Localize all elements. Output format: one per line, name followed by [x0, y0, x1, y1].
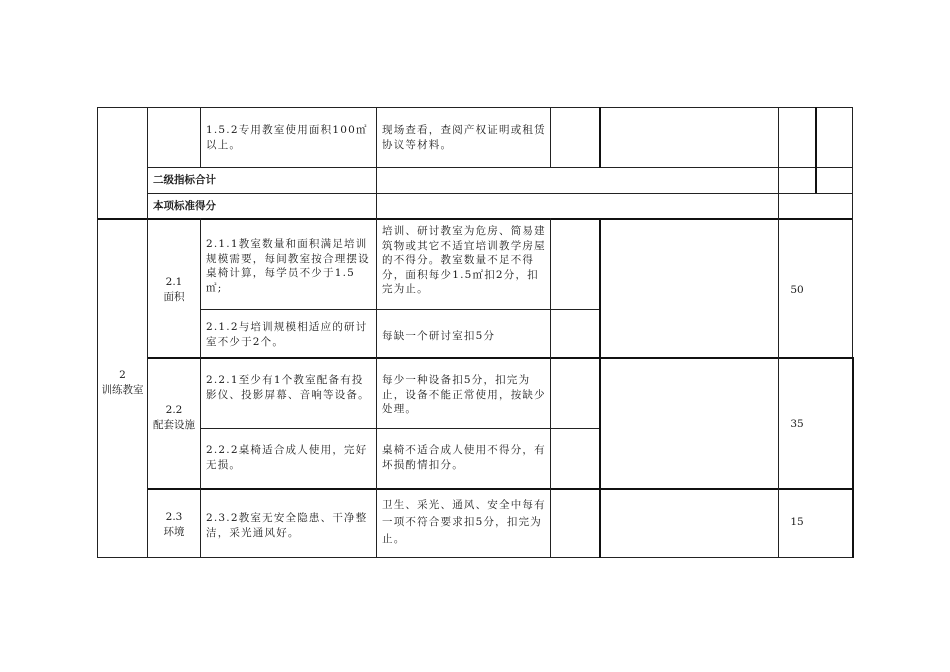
- score-2-2: 35: [790, 418, 804, 430]
- table-rule: [550, 107, 551, 168]
- table-rule: [147, 107, 148, 558]
- method-2-2-2: 桌椅不适合成人使用不得分，有坏损酌情扣分。: [382, 444, 546, 471]
- table-rule: [147, 167, 853, 168]
- table-rule: [97, 557, 853, 558]
- method-2-3-2: 卫生、采光、通风、安全中每有一项不符合要求扣5分，扣完为止。: [382, 499, 546, 545]
- table-rule: [147, 357, 853, 359]
- table-rule: [815, 107, 817, 193]
- criterion-2-1-2: 2.1.2与培训规模相适应的研讨室不少于2个。: [206, 321, 368, 348]
- table-rule: [97, 107, 853, 108]
- table-rule: [778, 218, 779, 558]
- table-rule: [778, 107, 779, 218]
- table-rule: [852, 488, 854, 558]
- table-rule: [97, 107, 98, 558]
- criterion-2-1-1: 2.1.1教室数量和面积满足培训规模需要，每间教室按合理摆设桌椅计算，每学员不少于1.5㎡;: [206, 238, 370, 294]
- subsection-2-1-label: 2.1 面积: [163, 276, 185, 303]
- method-2-1-2: 每缺一个研讨室扣5分: [382, 330, 496, 342]
- score-2-3: 15: [790, 516, 804, 528]
- table-rule: [200, 218, 201, 558]
- criterion-1-5-2: 1.5.2专用教室使用面积100㎡以上。: [206, 124, 368, 151]
- subsection-2-3-label: 2.3 环境: [163, 511, 185, 538]
- standard-score-label: 本项标准得分: [153, 200, 216, 212]
- table-rule: [599, 107, 601, 168]
- table-rule: [147, 488, 853, 490]
- table-rule: [550, 218, 551, 558]
- table-rule: [200, 428, 600, 429]
- table-rule: [815, 357, 817, 359]
- table-rule: [200, 107, 201, 168]
- method-1-5-2: 现场查看，查阅产权证明或租赁协议等材料。: [382, 124, 546, 151]
- category-training-classroom: 2 训练教室: [101, 369, 144, 396]
- table-rule: [200, 309, 600, 310]
- criterion-2-2-2: 2.2.2桌椅适合成人使用，完好无损。: [206, 444, 368, 471]
- table-rule: [376, 107, 377, 558]
- subsection-2-2-label: 2.2 配套设施: [153, 404, 195, 431]
- table-rule: [97, 218, 853, 220]
- score-2-1: 50: [790, 284, 804, 296]
- table-rule: [147, 193, 853, 194]
- method-2-1-1: 培训、研讨教室为危房、简易建筑物或其它不适宜培训教学房屋的不得分。教室数量不足不得分，面积每少1.5㎡扣2分，扣完为止。: [382, 225, 546, 295]
- criterion-2-3-2: 2.3.2教室无安全隐患、干净整洁，采光通风好。: [206, 512, 368, 539]
- table-rule: [599, 218, 601, 558]
- method-2-2-1: 每少一种设备扣5分，扣完为止，设备不能正常使用，按缺少处理。: [382, 374, 546, 415]
- criterion-2-2-1: 2.2.1至少有1个教室配备有投影仪、投影屏幕、音响等设备。: [206, 374, 370, 401]
- subtotal-label: 二级指标合计: [153, 174, 216, 186]
